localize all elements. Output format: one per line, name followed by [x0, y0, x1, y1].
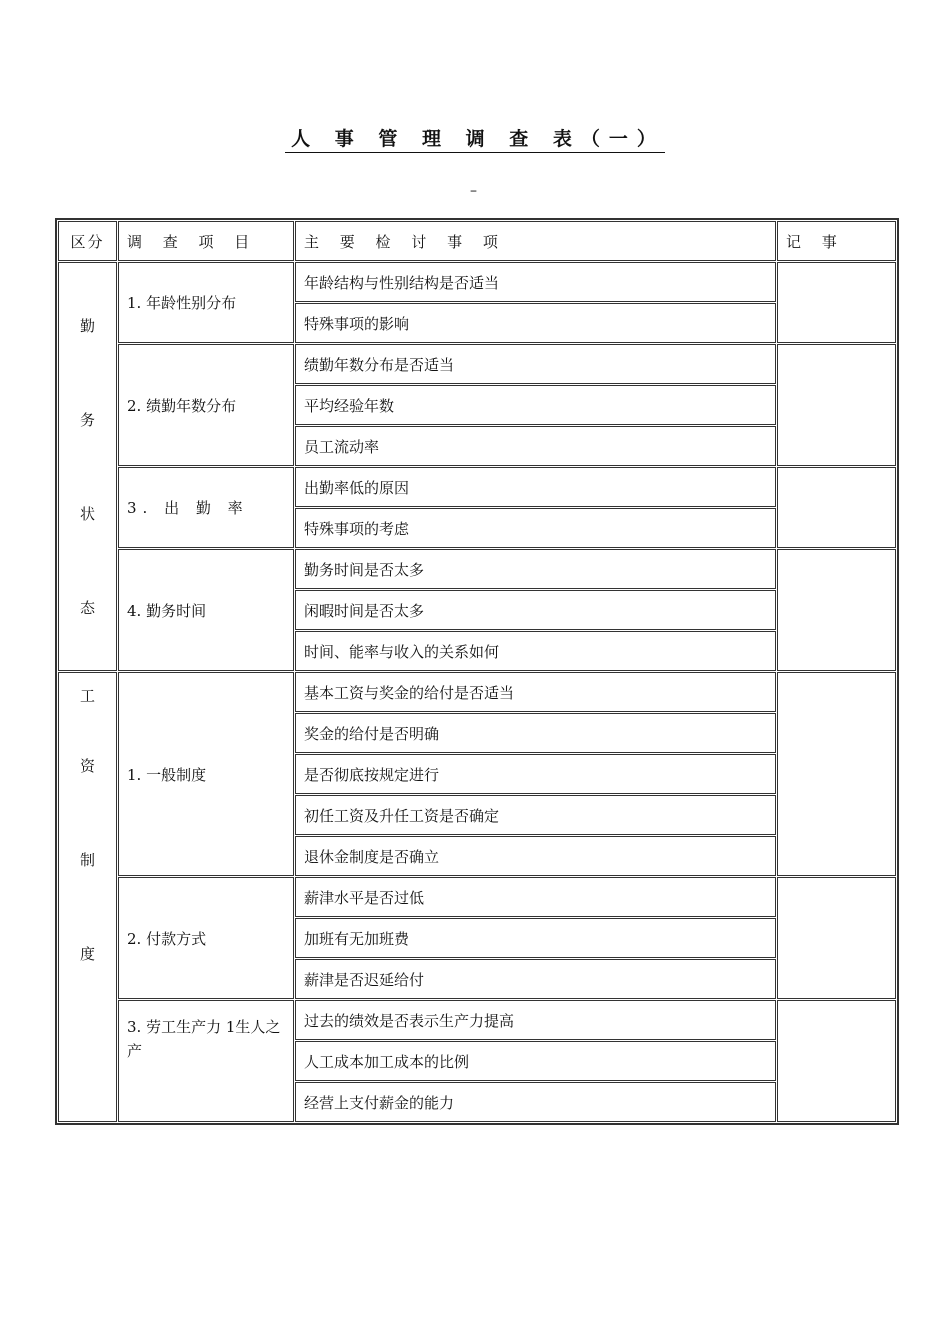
table-row — [58, 1000, 896, 1040]
item-label: 3. 劳工生产力 1生人之产 — [118, 1000, 294, 1122]
check-item: 奖金的给付是否明确 — [295, 713, 776, 753]
item-label: 1. 一般制度 — [118, 672, 294, 876]
table-row — [58, 262, 896, 302]
check-item: 基本工资与奖金的给付是否适当 — [295, 672, 776, 712]
header-note: 记 事 — [777, 221, 896, 261]
check-item: 出勤率低的原因 — [295, 467, 776, 507]
area-char: 态 — [79, 598, 95, 617]
note-cell[interactable] — [777, 672, 896, 876]
check-item: 特殊事项的考虑 — [295, 508, 776, 548]
item-label: 4. 勤务时间 — [118, 549, 294, 671]
area-char: 制 — [79, 851, 95, 869]
check-item: 员工流动率 — [295, 426, 776, 466]
table-row — [58, 877, 896, 917]
check-item: 平均经验年数 — [295, 385, 776, 425]
check-item: 年龄结构与性别结构是否适当 — [295, 262, 776, 302]
area-char: 勤 — [79, 316, 95, 335]
area-char: 状 — [79, 504, 95, 523]
area-cell-wage — [58, 672, 117, 1122]
check-item: 过去的绩效是否表示生产力提高 — [295, 1000, 776, 1040]
page-title: 人 事 管 理 调 查 表（一） — [0, 124, 950, 151]
note-cell[interactable] — [777, 262, 896, 343]
header-row — [58, 221, 896, 261]
check-item: 退休金制度是否确立 — [295, 836, 776, 876]
header-item: 调 查 项 目 — [118, 221, 294, 261]
table-row — [58, 672, 896, 712]
check-item: 特殊事项的影响 — [295, 303, 776, 343]
area-char: 度 — [79, 945, 95, 963]
note-cell[interactable] — [777, 877, 896, 999]
subtitle-mark: – — [470, 183, 477, 199]
check-item: 初任工资及升任工资是否确定 — [295, 795, 776, 835]
survey-table — [55, 218, 899, 1125]
check-item: 勤务时间是否太多 — [295, 549, 776, 589]
item-label: 3. 出 勤 率 — [118, 467, 294, 548]
header-area: 区分 — [58, 221, 117, 261]
item-label: 2. 绩勤年数分布 — [118, 344, 294, 466]
check-item: 经营上支付薪金的能力 — [295, 1082, 776, 1122]
area-char: 资 — [79, 757, 95, 775]
area-char: 务 — [79, 410, 95, 429]
check-item: 人工成本加工成本的比例 — [295, 1041, 776, 1081]
check-item: 薪津水平是否过低 — [295, 877, 776, 917]
note-cell[interactable] — [777, 344, 896, 466]
check-item: 闲暇时间是否太多 — [295, 590, 776, 630]
check-item: 时间、能率与收入的关系如何 — [295, 631, 776, 671]
item-label: 1. 年龄性别分布 — [118, 262, 294, 343]
note-cell[interactable] — [777, 549, 896, 671]
area-char: 工 — [79, 687, 95, 705]
note-cell[interactable] — [777, 467, 896, 548]
header-check: 主 要 检 讨 事 项 — [295, 221, 776, 261]
table-row — [58, 344, 896, 384]
table-row — [58, 467, 896, 507]
check-item: 是否彻底按规定进行 — [295, 754, 776, 794]
area-cell-attendance — [58, 262, 117, 671]
table-row — [58, 549, 896, 589]
note-cell[interactable] — [777, 1000, 896, 1122]
item-label: 2. 付款方式 — [118, 877, 294, 999]
check-item: 加班有无加班费 — [295, 918, 776, 958]
check-item: 绩勤年数分布是否适当 — [295, 344, 776, 384]
check-item: 薪津是否迟延给付 — [295, 959, 776, 999]
